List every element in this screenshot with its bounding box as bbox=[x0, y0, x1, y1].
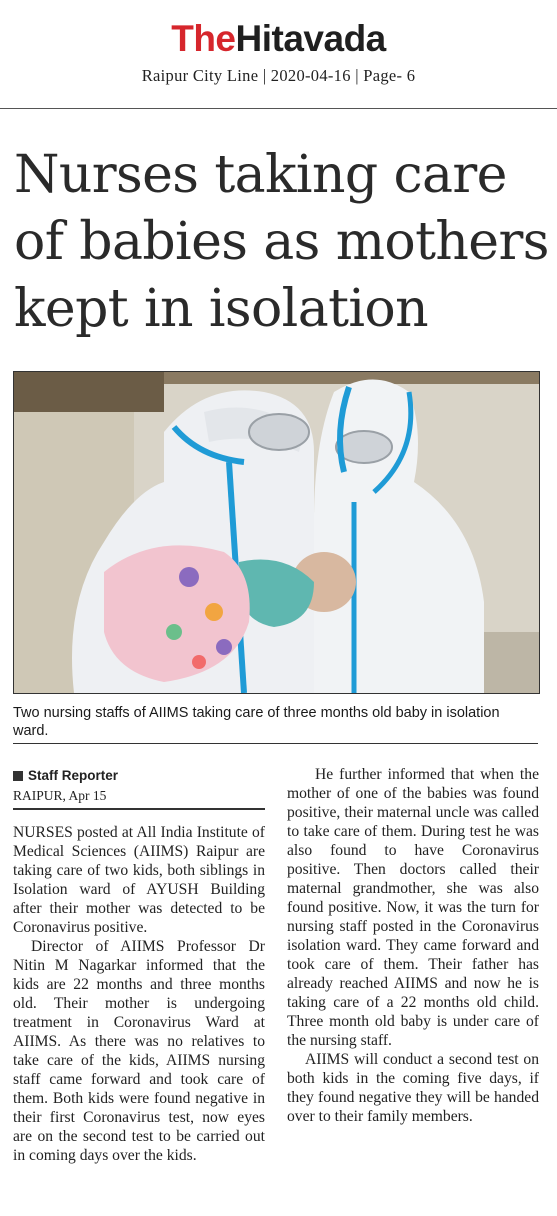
masthead-divider bbox=[0, 108, 557, 109]
article-headline: Nurses taking care of babies as mothers kept in isolation bbox=[14, 145, 549, 339]
byline bbox=[13, 767, 265, 784]
byline-divider bbox=[13, 808, 265, 810]
byline-name: Staff Reporter bbox=[28, 768, 119, 783]
edition-dateline: Raipur City Line | 2020-04-16 | Page- 6 bbox=[141, 66, 416, 85]
logo-the: The bbox=[171, 18, 236, 59]
byline-block bbox=[13, 767, 265, 804]
caption-divider bbox=[13, 743, 538, 744]
article-photo bbox=[13, 371, 540, 694]
logo-name: Hitavada bbox=[235, 18, 386, 59]
paragraph: He further informed that when the mother of one of the babies was found positive, their maternal uncle was called to take care of them. During test he was also found to have Coronavirus positive. Then doctors called their maternal grandmother, she was also found positive. Now, it was the turn for nursing staff posted in the Coronavirus isolation ward. They came forward and took care of them. Their father has already reached AIIMS and now he is taking care of a 22 months old child. Three month old baby is under care of the nursing staff. bbox=[287, 766, 539, 1049]
photo-illustration bbox=[14, 372, 539, 693]
story-dateline: RAIPUR, Apr 15 bbox=[13, 788, 107, 803]
paragraph: Director of AIIMS Professor Dr Nitin M Nagarkar informed that the kids are 22 months and three months old. Their mother is undergoing treatment in Coronavirus Ward at AIIMS. As there was no relatives to take care of the kids, AIIMS nursing staff came forward and took care of them. Both kids were found negative in their first Coronavirus test, now eyes are on the second test to be carried out in coming days over the kids. bbox=[13, 938, 265, 1164]
byline-square-icon bbox=[13, 771, 23, 781]
photo-caption: Two nursing staffs of AIIMS taking care of three months old baby in isolation ward. bbox=[13, 705, 500, 739]
paragraph: AIIMS will conduct a second test on both kids in the coming five days, if they found negative they will be handed over to their family members. bbox=[287, 1051, 539, 1125]
paragraph: NURSES posted at All India Institute of Medical Sciences (AIIMS) Raipur are taking care of two kids, both siblings in Isolation ward of AYUSH Building after their mother was detected to be Coronavirus positive. bbox=[13, 824, 265, 936]
masthead bbox=[0, 0, 557, 110]
article-column-left bbox=[13, 823, 265, 1165]
article-column-right bbox=[287, 765, 539, 1126]
newspaper-logo bbox=[0, 17, 557, 61]
